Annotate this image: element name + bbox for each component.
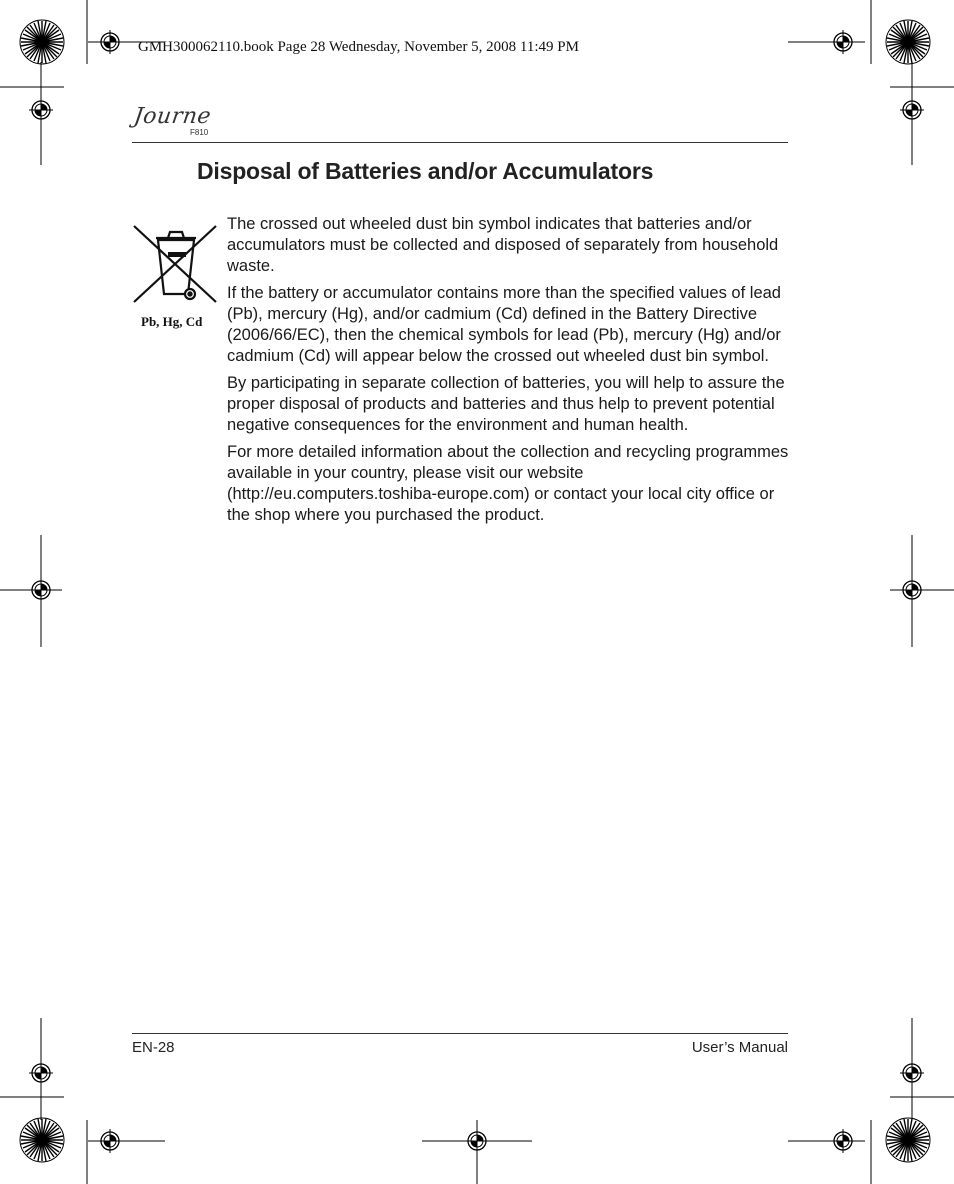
page-number: EN-28 (132, 1039, 175, 1056)
footer-rule (132, 1033, 788, 1034)
icon-caption: Pb, Hg, Cd (141, 314, 203, 329)
header-rule (132, 142, 788, 143)
page-title: Disposal of Batteries and/or Accumulators (197, 158, 654, 184)
print-info: GMH300062110.book Page 28 Wednesday, November 5, 2008 11:49 PM (138, 39, 579, 55)
paragraph: For more detailed information about the collection and recycling programmes available in your country, please visit our website (http://eu.computers.toshiba-europe.com) or contact your local city office or the shop where you purchased the product. (227, 443, 789, 524)
product-logo: Journe (132, 104, 213, 129)
paragraph: By participating in separate collection of batteries, you will help to assure the proper disposal of products and batteries and thus help to prevent potential negative consequences for the environment and human health. (227, 374, 785, 434)
product-model: F810 (190, 128, 209, 137)
paragraph: If the battery or accumulator contains more than the specified values of lead (Pb), mercury (Hg), and/or cadmium (Cd) defined in the Battery Directive (2006/66/EC), then the chemical symbols for lead (Pb), mercury (Hg) and/or cadmium (Cd) will appear below the crossed out wheeled dust bin symbol. (227, 284, 781, 365)
manual-name: User’s Manual (691, 1039, 788, 1056)
paragraph: The crossed out wheeled dust bin symbol indicates that batteries and/or accumulators must be collected and disposed of separately from household waste. (227, 215, 779, 275)
body-text (227, 214, 789, 532)
